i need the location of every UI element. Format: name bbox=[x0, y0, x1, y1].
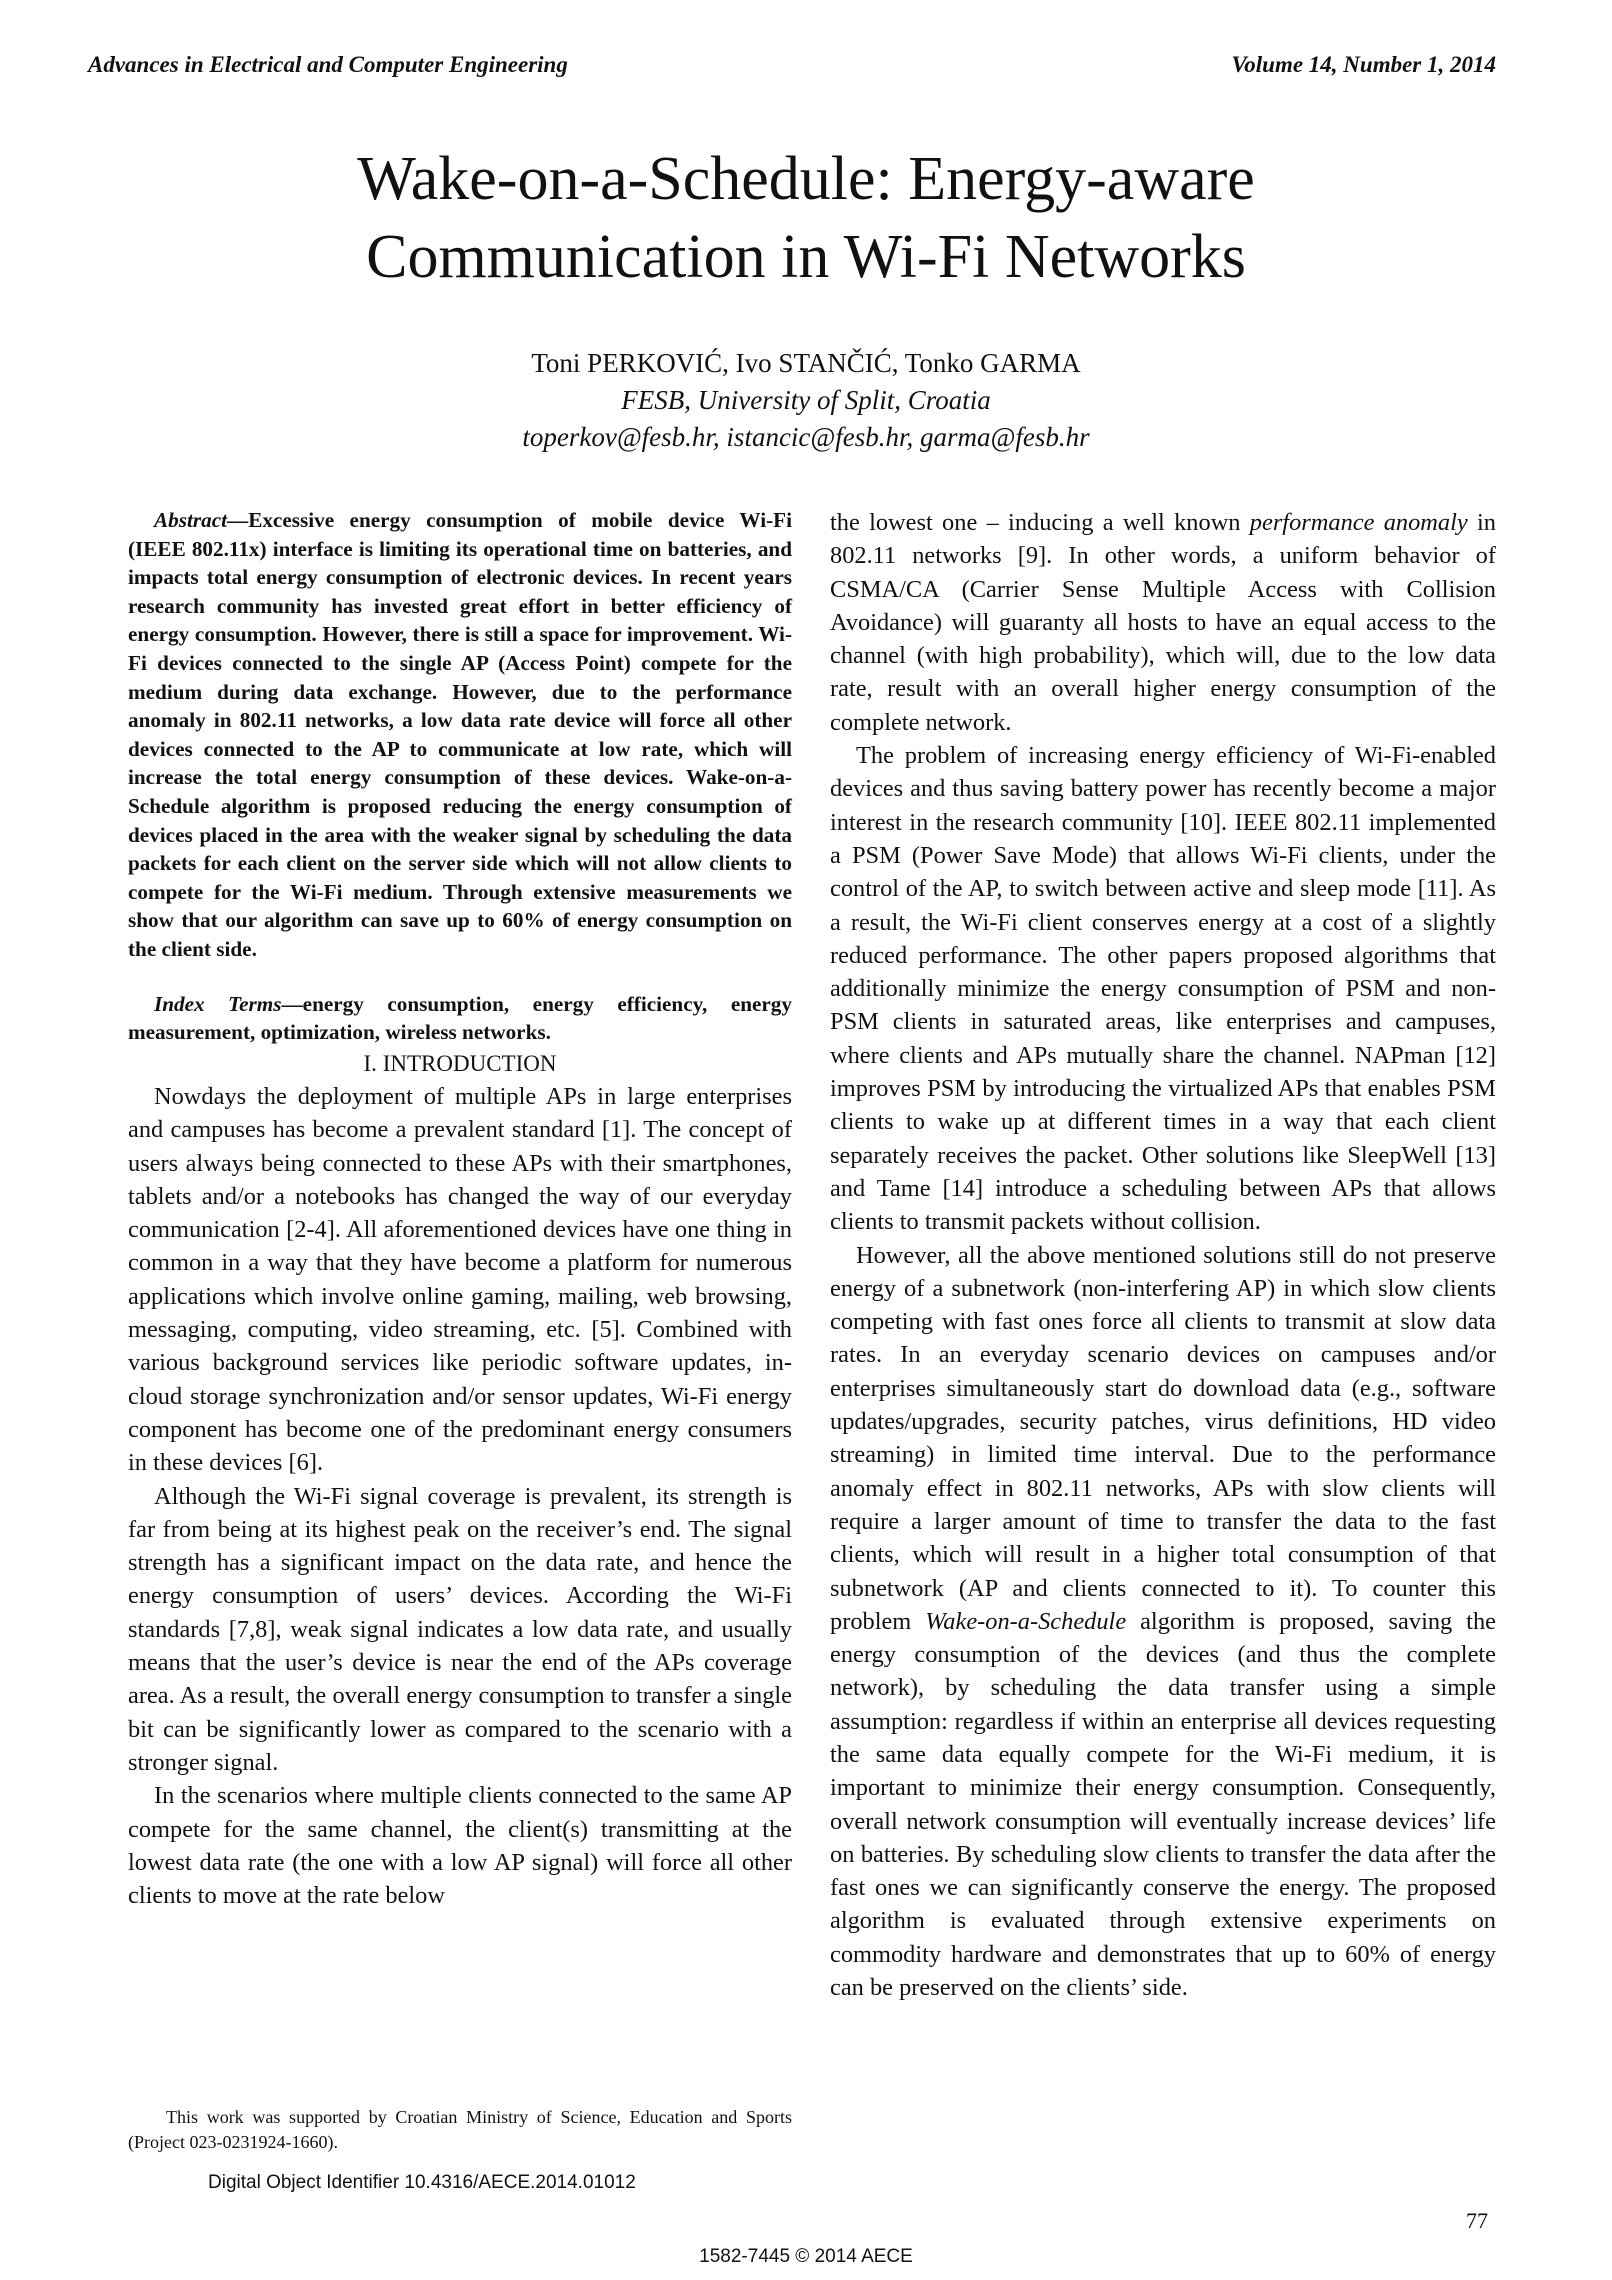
author-names: Toni PERKOVIĆ, Ivo STANČIĆ, Tonko GARMA bbox=[531, 348, 1081, 378]
page-number: 77 bbox=[1466, 2208, 1488, 2233]
section-heading-introduction: I. INTRODUCTION bbox=[363, 1050, 557, 1076]
title-line-2: Communication in Wi-Fi Networks bbox=[366, 223, 1246, 291]
intro-paragraph-3: In the scenarios where multiple clients connected to the same AP compete for the same channel, the client(s) transmitting at the lowest data rate (the one with a low AP signal) will force all other clients to move at the rate below bbox=[128, 1782, 792, 1910]
author-block bbox=[0, 345, 1612, 456]
index-terms-lead: Index Terms bbox=[154, 991, 282, 1016]
abstract-lead: Abstract bbox=[154, 508, 227, 532]
author-affiliation: FESB, University of Split, Croatia bbox=[621, 385, 991, 415]
intro-paragraph-1: Nowdays the deployment of multiple APs in large enterprises and campuses has become a prevalent standard [1]. The concept of users always being connected to these APs with their smartphones, tablets and/or a notebooks has changed the way of our everyday communication [2-4]. All aforementioned devices have one thing in common in a way that they have become a platform for numerous applications which involve online gaming, mailing, web browsing, messaging, computing, video streaming, etc. [5]. Combined with various background services like periodic software updates, in-cloud storage synchronization and/or sensor updates, Wi-Fi energy component has become one of the predominant energy consumers in these devices [6]. bbox=[128, 1082, 792, 1477]
copyright: 1582-7445 © 2014 AECE bbox=[699, 2246, 913, 2267]
author-emails: toperkov@fesb.hr, istancic@fesb.hr, garma@fesb.hr bbox=[522, 422, 1090, 452]
title-line-1: Wake-on-a-Schedule: Energy-aware bbox=[357, 145, 1255, 213]
left-column bbox=[128, 506, 792, 1912]
intro-paragraph-2: Although the Wi-Fi signal coverage is prevalent, its strength is far from being at its highest peak on the receiver’s end. The signal strength has a significant impact on the data rate, and hence the energy consumption of users’ devices. According the Wi-Fi standards [7,8], weak signal indicates a low data rate, and usually means that the user’s device is near the end of the APs coverage area. As a result, the overall energy consumption to transfer a single bit can be significantly lower as compared to the scenario with a stronger signal. bbox=[128, 1482, 792, 1776]
volume-info: Volume 14, Number 1, 2014 bbox=[1231, 52, 1496, 77]
abstract bbox=[128, 506, 792, 964]
index-terms-text: —energy consumption, energy efficiency, energy measurement, optimization, wireless networks. bbox=[128, 991, 792, 1045]
paper-title bbox=[0, 140, 1612, 296]
right-column bbox=[830, 506, 1496, 2004]
doi: Digital Object Identifier 10.4316/AECE.2014.01012 bbox=[208, 2172, 636, 2193]
index-terms bbox=[128, 990, 792, 1047]
abstract-text: —Excessive energy consumption of mobile device Wi-Fi (IEEE 802.11x) interface is limiting its operational time on batteries, and impacts total energy consumption of electronic devices. In recent years research community has invested great effort in better efficiency of energy consumption. However, there is still a space for improvement. Wi-Fi devices connected to the single AP (Access Point) compete for the medium during data exchange. However, due to the performance anomaly in 802.11 networks, a low data rate device will force all other devices connected to the AP to communicate at low rate, which will increase the total energy consumption of these devices. Wake-on-a-Schedule algorithm is proposed reducing the energy consumption of devices placed in the area with the weaker signal by scheduling the data packets for each client on the server side which will not allow clients to compete for the Wi-Fi medium. Through extensive measurements we show that our algorithm can save up to 60% of energy consumption on the client side. bbox=[128, 508, 792, 961]
intro-paragraph-5: The problem of increasing energy efficiency of Wi-Fi-enabled devices and thus saving battery power has recently become a major interest in the research community [10]. IEEE 802.11 implemented a PSM (Power Save Mode) that allows Wi-Fi clients, under the control of the AP, to switch between active and sleep mode [11]. As a result, the Wi-Fi client conserves energy at a cost of a slightly reduced performance. The other papers proposed algorithms that additionally minimize the energy consumption of PSM and non-PSM clients in saturated areas, like enterprises and campuses, where clients and APs mutually share the channel. NAPman [12] improves PSM by introducing the virtualized APs that enables PSM clients to wake up at different times in a way that each client separately receives the packet. Other solutions like SleepWell [13] and Tame [14] introduce a scheduling between APs that allows clients to transmit packets without collision. bbox=[830, 742, 1496, 1236]
intro-paragraph-4: the lowest one – inducing a well known performance anomaly in 802.11 networks [9]. In other words, a uniform behavior of CSMA/CA (Carrier Sense Multiple Access with Collision Avoidance) will guaranty all hosts to have an equal access to the channel (with high probability), which will, due to the low data rate, result with an overall higher energy consumption of the complete network. bbox=[830, 509, 1496, 736]
journal-name: Advances in Electrical and Computer Engineering bbox=[88, 52, 568, 77]
footnote: This work was supported by Croatian Ministry of Science, Education and Sports (Project 023-0231924-1660). bbox=[128, 2107, 792, 2152]
intro-paragraph-6: However, all the above mentioned solutions still do not preserve energy of a subnetwork (non-interfering AP) in which slow clients competing with fast ones force all clients to transmit at slow data rates. In an everyday scenario devices on campuses and/or enterprises simultaneously start do download data (e.g., software updates/upgrades, security patches, virus definitions, HD video streaming) in limited time interval. Due to the performance anomaly effect in 802.11 networks, APs with slow clients will require a larger amount of time to transfer the data to the fast clients, which will result in a higher total consumption of that subnetwork (AP and clients connected to it). To counter this problem Wake-on-a-Schedule algorithm is proposed, saving the energy consumption of the devices (and thus the complete network), by scheduling the data transfer using a simple assumption: regardless if within an enterprise all devices requesting the same data equally compete for the Wi-Fi medium, it is important to minimize their energy consumption. Consequently, overall network consumption will eventually increase devices’ life on batteries. By scheduling slow clients to transfer the data after the fast ones we can significantly conserve the energy. The proposed algorithm is evaluated through extensive experiments on commodity hardware and demonstrates that up to 60% of energy can be preserved on the clients’ side. bbox=[830, 1241, 1496, 2002]
